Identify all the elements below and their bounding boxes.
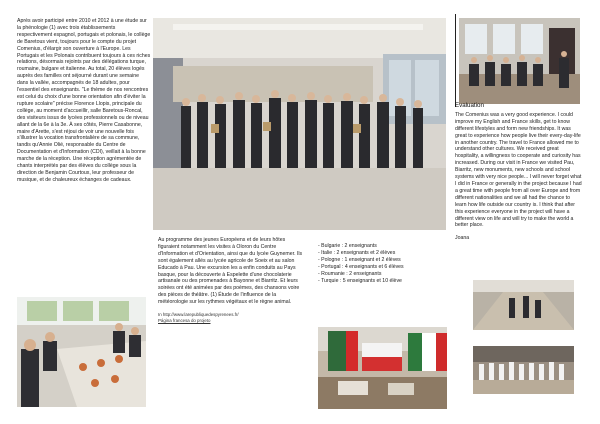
- corridor-photo: [473, 280, 574, 330]
- evaluation-heading: Evaluation: [455, 102, 484, 109]
- group-performance-photo: [473, 346, 574, 394]
- programme-text: Au programme des jeunes Européens et de leurs hôtes figuraient notamment les visites à Oloron du Centre d'Information et d'Orientation, ainsi que du lycée Guynemer. Ils sont également allés au lycée agricole de Soeix et au salon Educado à Pau. Une excursion les a enfin conduits au Pays basque, pour la découverte à Espelette d'une chocolaterie artisanale ou des promenades à Bayonne et Biarritz. Et leurs soirées ont été animées par des poèmes, des chansons voire des pièces de théâtre. (1) Étude de l'influence de la météorologie sur les rythmes végétaux et le règne animal.: [158, 237, 303, 306]
- evaluation-signature: Joana: [455, 235, 470, 242]
- dining-table-photo: [17, 297, 146, 407]
- programme-column: [158, 237, 307, 324]
- evaluation-text: The Comenius was a very good experience. I could improve my English and France skills, get to know different lifestyles and form new friendships. It was great to experience how people live their every-day-life in another country. The travel to France allowed me to understand other cultures. We received great hospitality, a willingness to cooperate and curiosity has increased. During our visit in France we visited Pau, Biarritz, new monuments, new schools and school systems with very nice people... I will never forget what I did in France or generally in the project because I had a great time with people from all over Europe and from different nationalities and we all had the chance to learn how life outside our country is. I think that after this experience everyone in the project will have a different view on life and will try to make the world a better place.: [455, 111, 582, 229]
- participant-turkey: - Turquie : 5 enseignants et 10 élève: [318, 277, 402, 284]
- participants-list: [318, 243, 452, 284]
- participant-portugal: - Portugal : 4 enseignants et 6 élèves: [318, 263, 404, 270]
- article-intro-text: Après avoir participé entre 2010 et 2012 à une étude sur la phénologie (1) avec trois établissements respectivement espagnol, portugais et polonais, le collège de Baretous vient, toujours pour le compte du projet Comenius, d'élargir son ouverture à l'Europe. Les Portugais et les Polonais contribuent toujours à ces riches relations, désormais rejoints par des délégations turque, roumaine, bulgare et italienne. Au total, 20 élèves logés auprès des familles ont séjourné durant une semaine dans la vallée, accompagnés de 18 adultes, pour l'essentiel des enseignants. "Le thème de nos rencontres est celui du choix d'une bonne orientation afin d'éviter la rupture scolaire" précise Florence Llopis, principale du collège, au moment d'accueillir, salle Baretous-Roncal, des visiteurs issus de lycées professionnels ou de niveau allant de la 6e à la 3e. À ses côtés, Pierre Casabonne, maire d'Arette, s'est réjoui de voir une nouvelle fois s'illustrer la vocation transfrontalière de sa commune, tandis qu'Annie Olié, responsable du Centre de Documentation et d'Information (CDI), veillait à la bonne marche de la réception. Une réception agrémentée de chants interprétés par des élèves du collège sous la direction de Benjamin Courtoux, leur professeur de musique, et de chaleureux échanges de cadeaux.: [17, 18, 151, 183]
- group-hall-photo: [153, 18, 446, 230]
- participant-italy: - Italie : 2 enseignants et 2 élèves: [318, 249, 396, 256]
- column-divider: [455, 14, 456, 107]
- participant-romania: - Roumanie : 2 enseignants: [318, 270, 382, 277]
- classroom-photo: [459, 18, 580, 104]
- project-page-link[interactable]: Página francesa do projeto: [158, 318, 211, 324]
- article-intro-column: [17, 18, 151, 190]
- source-link[interactable]: In http://www.larepubliquedespyrenees.fr/: [158, 312, 239, 318]
- flags-display-photo: [318, 327, 447, 409]
- evaluation-column: [455, 103, 582, 242]
- participant-bulgaria: - Bulgarie : 2 enseignants: [318, 243, 377, 249]
- participant-poland: - Pologne : 1 enseignant et 2 élèves: [318, 256, 401, 263]
